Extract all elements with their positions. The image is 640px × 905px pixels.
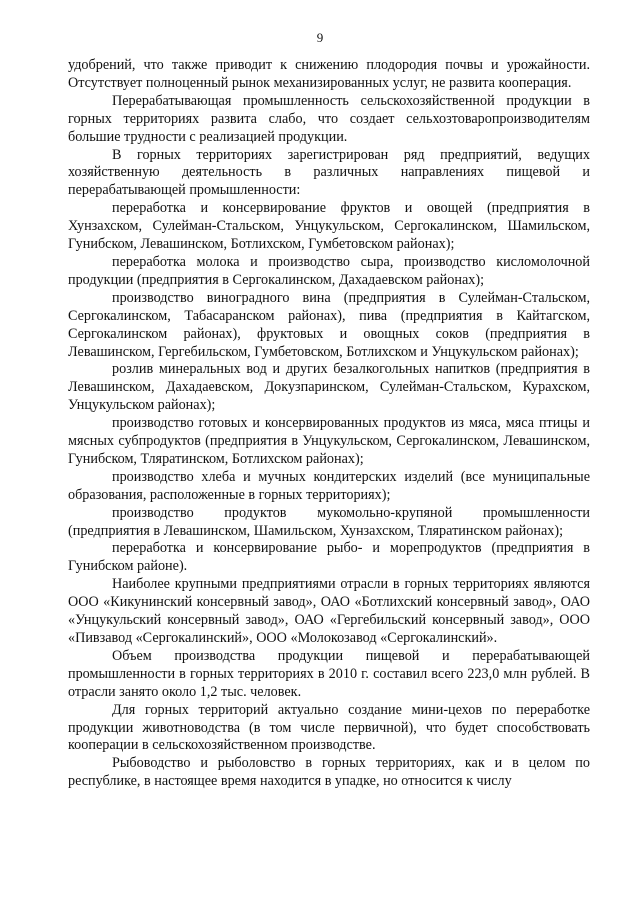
list-item: переработка молока и производство сыра, производство кисломолочной продукции (предприятия в Сергокалинском, Дахадаевском районах); bbox=[68, 253, 590, 288]
page-number: 9 bbox=[316, 30, 324, 45]
list-item: производство продуктов мукомольно-крупяной промышленности (предприятия в Левашинском, Шамильском, Хунзахском, Тляратинском районах); bbox=[68, 504, 590, 539]
paragraph: Рыбоводство и рыболовство в горных территориях, как и в целом по республике, в настоящее время находится в упадке, но относится к числу bbox=[68, 755, 590, 790]
list-item: производство хлеба и мучных кондитерских изделий (все муниципальные образования, расположенные в горных территориях); bbox=[68, 468, 590, 503]
paragraph: Для горных территорий актуально создание мини-цехов по переработке продукции животноводства (в том числе первичной), что будет способствовать кооперации в сельскохозяйственном производстве. bbox=[68, 701, 590, 754]
list-item: производство виноградного вина (предприятия в Сулейман-Стальском, Сергокалинском, Табасаранском районах), пива (предприятия в Кайтагском, Сергокалинском районах), фруктовых и овощных соков (предприятия в Левашинском, Гергебильском, Гумбетовском, Ботлихском и Унцукульском районах); bbox=[68, 289, 590, 360]
paragraph: удобрений, что также приводит к снижению плодородия почвы и урожайности. Отсутствует полноценный рынок механизированных услуг, не развита кооперация. bbox=[68, 57, 590, 91]
list-item: производство готовых и консервированных продуктов из мяса, мяса птицы и мясных субпродуктов (предприятия в Унцукульском, Сергокалинском, Левашинском, Гунибском, Тляратинском, Ботлихском районах); bbox=[68, 415, 590, 467]
paragraph: Наиболее крупными предприятиями отрасли в горных территориях являются ООО «Кикунинский консервный завод», ОАО «Ботлихский консервный завод», ОАО «Унцукульский консервный завод», ОАО «Гергебильский консервный завод», ООО «Пивзавод «Сергокалинский», ООО «Молокозавод «Сергокалинский». bbox=[68, 576, 590, 646]
list-item: переработка и консервирование рыбо- и морепродуктов (предприятия в Гунибском районе). bbox=[68, 540, 590, 575]
paragraph: Объем производства продукции пищевой и перерабатывающей промышленности в горных территориях в 2010 г. составил всего 223,0 млн рублей. В отрасли занято около 1,2 тыс. человек. bbox=[68, 647, 590, 700]
list-item: переработка и консервирование фруктов и овощей (предприятия в Хунзахском, Сулейман-Стальском, Унцукульском, Сергокалинском, Шамильском, Гунибском, Левашинском, Ботлихском, Гумбетовском районах); bbox=[68, 200, 590, 253]
body-text bbox=[68, 57, 590, 791]
paragraph: В горных территориях зарегистрирован ряд предприятий, ведущих хозяйственную деятельность в различных направлениях пищевой и перерабатывающей промышленности: bbox=[68, 146, 590, 199]
paragraph: Перерабатывающая промышленность сельскохозяйственной продукции в горных территориях развита слабо, что создает сельхозтоваропроизводителям большие трудности с реализацией продукции. bbox=[68, 92, 590, 145]
list-item: розлив минеральных вод и других безалкогольных напитков (предприятия в Левашинском, Дахадаевском, Докузпаринском, Сулейман-Стальском, Курахском, Унцукульском районах); bbox=[68, 361, 590, 414]
